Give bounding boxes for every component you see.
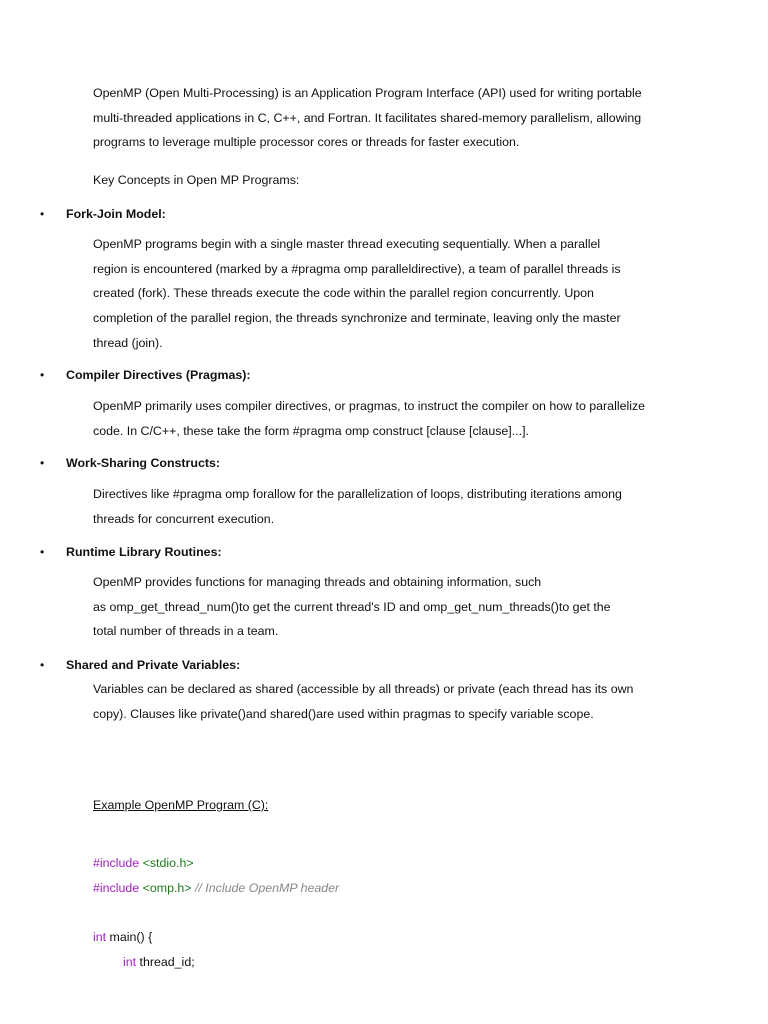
- example-heading: Example OpenMP Program (C):: [93, 798, 269, 812]
- bullet-icon: •: [40, 207, 45, 221]
- code-text: thread_id;: [136, 955, 195, 969]
- concept-title: Fork-Join Model:: [66, 207, 166, 221]
- code-header-name: <stdio.h>: [139, 856, 194, 870]
- concept-body-work-sharing: [93, 482, 693, 531]
- intro-paragraph: [93, 81, 693, 155]
- concept-body-runtime-library: [93, 570, 693, 644]
- code-line-include-stdio: [93, 853, 194, 873]
- bullet-icon: •: [40, 658, 45, 672]
- concept-line: thread (join).: [93, 335, 163, 350]
- concept-line: total number of threads in a team.: [93, 624, 279, 639]
- concept-line: completion of the parallel region, the threads synchronize and terminate, leaving only the master: [93, 311, 621, 326]
- concept-line: Variables can be declared as shared (accessible by all threads) or private (each thread has its own: [93, 682, 634, 696]
- concept-body-fork-join: [93, 232, 693, 356]
- concept-line: OpenMP provides functions for managing threads and obtaining information, such: [93, 575, 542, 589]
- concept-line: OpenMP primarily uses compiler directives, or pragmas, to instruct the compiler on how to parallelize: [93, 399, 646, 413]
- concept-title: Compiler Directives (Pragmas):: [66, 368, 251, 382]
- code-keyword: int: [123, 955, 137, 969]
- code-comment: // Include OpenMP header: [191, 881, 340, 895]
- code-keyword: int: [93, 930, 107, 944]
- bullet-icon: •: [40, 456, 45, 470]
- intro-line: OpenMP (Open Multi-Processing) is an Application Program Interface (API) used for writing portable: [93, 86, 642, 100]
- code-keyword: #include: [93, 856, 140, 870]
- concept-line: threads for concurrent execution.: [93, 511, 275, 526]
- code-text: main() {: [106, 930, 153, 944]
- key-concepts-heading: Key Concepts in Open MP Programs:: [93, 173, 300, 187]
- concept-line: as omp_get_thread_num()to get the current thread's ID and omp_get_num_threads()to get the: [93, 599, 611, 614]
- concept-line: Directives like #pragma omp forallow for the parallelization of loops, distributing iterations among: [93, 487, 622, 501]
- concept-body-shared-private: [93, 677, 693, 726]
- bullet-icon: •: [40, 368, 45, 382]
- concept-line: region is encountered (marked by a #pragma omp paralleldirective), a team of parallel threads is: [93, 261, 621, 276]
- code-line-thread-id: [93, 952, 195, 972]
- intro-line: programs to leverage multiple processor cores or threads for faster execution.: [93, 135, 520, 150]
- concept-title: Work-Sharing Constructs:: [66, 456, 220, 470]
- intro-line: multi-threaded applications in C, C++, and Fortran. It facilitates shared-memory parallelism, allowing: [93, 110, 642, 125]
- code-keyword: #include: [93, 881, 140, 895]
- concept-line: code. In C/C++, these take the form #pragma omp construct [clause [clause]...].: [93, 423, 529, 438]
- code-line-main: [93, 927, 152, 947]
- bullet-icon: •: [40, 545, 45, 559]
- concept-line: created (fork). These threads execute the code within the parallel region concurrently. Upon: [93, 286, 594, 301]
- concept-title: Runtime Library Routines:: [66, 545, 222, 559]
- code-header-name: <omp.h>: [139, 881, 192, 895]
- code-line-include-omp: [93, 878, 339, 898]
- concept-body-compiler-directives: [93, 394, 693, 443]
- concept-title: Shared and Private Variables:: [66, 658, 241, 672]
- concept-line: copy). Clauses like private()and shared()are used within pragmas to specify variable scope.: [93, 706, 594, 721]
- concept-line: OpenMP programs begin with a single master thread executing sequentially. When a parallel: [93, 237, 601, 251]
